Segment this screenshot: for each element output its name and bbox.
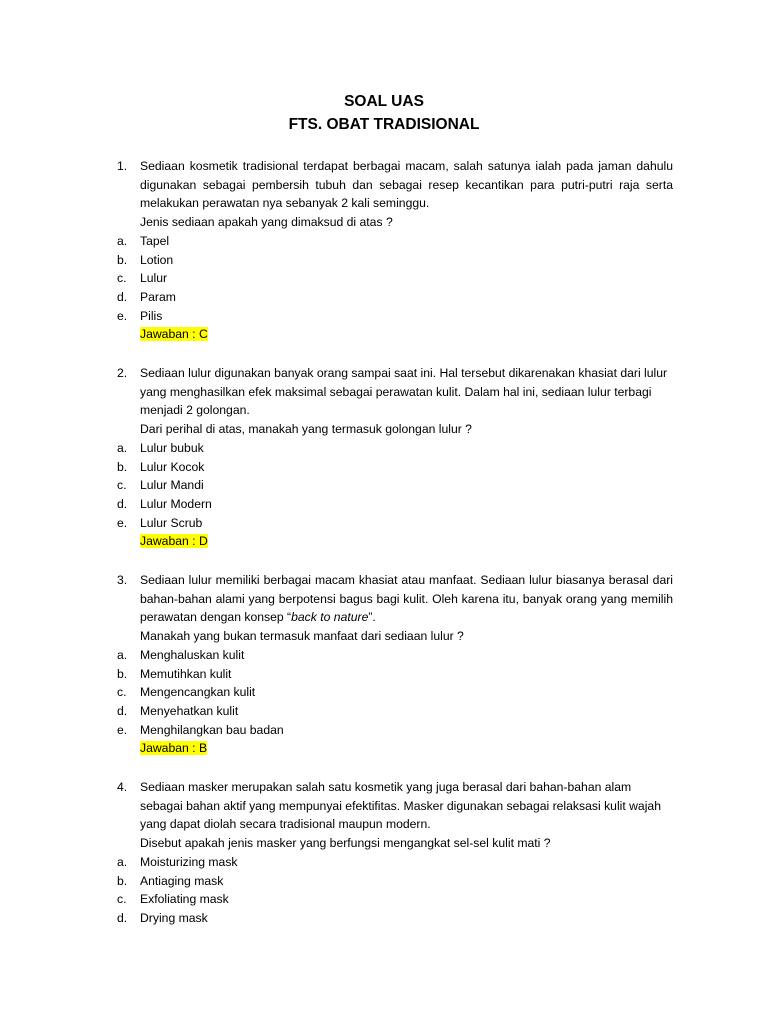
option-d (117, 495, 673, 514)
answer-highlight: Jawaban : D (140, 534, 208, 549)
option-text: Moisturizing mask (140, 854, 238, 869)
option-letter: a. (117, 647, 128, 662)
answer-line (140, 325, 673, 344)
question-prompt: Manakah yang bukan termasuk manfaat dari sediaan lulur ? (140, 629, 464, 644)
option-text: Tapel (140, 233, 170, 248)
option-text: Lulur (140, 271, 168, 286)
option-text: Drying mask (140, 910, 208, 925)
document-subtitle: FTS. OBAT TRADISIONAL (288, 116, 480, 133)
option-letter: c. (117, 685, 127, 700)
document-title: SOAL UAS (344, 93, 424, 110)
question-body (140, 778, 673, 853)
option-a (117, 646, 673, 665)
title-block (0, 90, 768, 136)
question-body (140, 364, 673, 439)
option-letter: d. (117, 910, 128, 925)
option-text: Mengencangkan kulit (140, 685, 256, 700)
option-letter: a. (117, 440, 128, 455)
question-4 (117, 778, 673, 928)
option-text: Menghaluskan kulit (140, 647, 245, 662)
option-letter: d. (117, 703, 128, 718)
question-text-start: Sediaan lulur memiliki berbagai macam khasiat atau manfaat. Sediaan lulur biasanya berasal dari bahan-bahan alami yang berpotensi bagus bagi kulit. Oleh karena itu, banyak orang yang memilih perawatan dengan konsep “ (140, 573, 673, 625)
question-number: 4. (117, 780, 128, 794)
option-c (117, 476, 673, 495)
option-e (117, 514, 673, 533)
option-text: Param (140, 289, 176, 304)
option-text: Menghilangkan bau badan (140, 722, 284, 737)
option-text: Lulur Mandi (140, 478, 204, 493)
option-letter: e. (117, 515, 128, 530)
option-letter: d. (117, 289, 128, 304)
answer-line (140, 739, 673, 758)
answer-highlight: Jawaban : C (140, 327, 208, 342)
option-letter: c. (117, 892, 127, 907)
option-e (117, 721, 673, 740)
question-3 (117, 571, 673, 758)
option-b (117, 665, 673, 684)
option-letter: a. (117, 233, 128, 248)
question-text: Sediaan masker merupakan salah satu kosmetik yang juga berasal dari bahan-bahan alam sebagai bahan aktif yang mempunyai efektifitas. Masker digunakan sebagai relaksasi kulit wajah yang dapat diolah secara tradisional maupun modern. (140, 780, 661, 832)
option-text: Pilis (140, 308, 163, 323)
option-letter: a. (117, 854, 128, 869)
question-text-end: ”. (368, 610, 376, 625)
option-c (117, 683, 673, 702)
option-text: Exfoliating mask (140, 892, 229, 907)
option-letter: b. (117, 873, 128, 888)
option-letter: c. (117, 478, 127, 493)
option-d (117, 702, 673, 721)
option-list (117, 853, 673, 928)
question-number: 3. (117, 573, 128, 587)
option-a (117, 439, 673, 458)
option-text: Lulur Scrub (140, 515, 203, 530)
option-c (117, 269, 673, 288)
question-text-italic: back to nature (291, 610, 369, 625)
option-d (117, 288, 673, 307)
option-letter: e. (117, 722, 128, 737)
option-b (117, 251, 673, 270)
option-text: Lulur Modern (140, 496, 212, 511)
option-a (117, 853, 673, 872)
option-text: Menyehatkan kulit (140, 703, 239, 718)
option-c (117, 890, 673, 909)
option-text: Memutihkan kulit (140, 666, 232, 681)
question-2 (117, 364, 673, 551)
question-prompt: Dari perihal di atas, manakah yang termasuk golongan lulur ? (140, 422, 472, 437)
option-letter: c. (117, 271, 127, 286)
option-list (117, 439, 673, 533)
question-text: Sediaan kosmetik tradisional terdapat berbagai macam, salah satunya ialah pada jaman dahulu digunakan sebagai pembersih tubuh dan sebagai resep kecantikan para putri-putri raja serta melakukan perawatan nya sebanyak 2 kali seminggu. (140, 159, 673, 211)
question-number: 2. (117, 366, 128, 380)
answer-line (140, 532, 673, 551)
option-text: Lulur Kocok (140, 459, 205, 474)
option-b (117, 872, 673, 891)
question-prompt: Disebut apakah jenis masker yang berfungsi mengangkat sel-sel kulit mati ? (140, 836, 551, 851)
option-text: Lotion (140, 252, 174, 267)
question-number: 1. (117, 159, 128, 173)
option-d (117, 909, 673, 928)
option-letter: b. (117, 666, 128, 681)
option-a (117, 232, 673, 251)
option-list (117, 232, 673, 326)
option-text: Antiaging mask (140, 873, 224, 888)
option-letter: e. (117, 308, 128, 323)
option-list (117, 646, 673, 740)
question-body (140, 571, 673, 646)
option-letter: b. (117, 459, 128, 474)
option-letter: b. (117, 252, 128, 267)
option-e (117, 307, 673, 326)
question-body (140, 157, 673, 232)
option-letter: d. (117, 496, 128, 511)
option-b (117, 458, 673, 477)
answer-highlight: Jawaban : B (140, 741, 208, 756)
question-prompt: Jenis sediaan apakah yang dimaksud di atas ? (140, 215, 393, 230)
option-text: Lulur bubuk (140, 440, 204, 455)
question-text (140, 571, 673, 627)
question-1 (117, 157, 673, 344)
question-text: Sediaan lulur digunakan banyak orang sampai saat ini. Hal tersebut dikarenakan khasiat dari lulur yang menghasilkan efek maksimal sebagai perawatan kulit. Dalam hal ini, sediaan lulur terbagi menjadi 2 golongan. (140, 366, 668, 418)
